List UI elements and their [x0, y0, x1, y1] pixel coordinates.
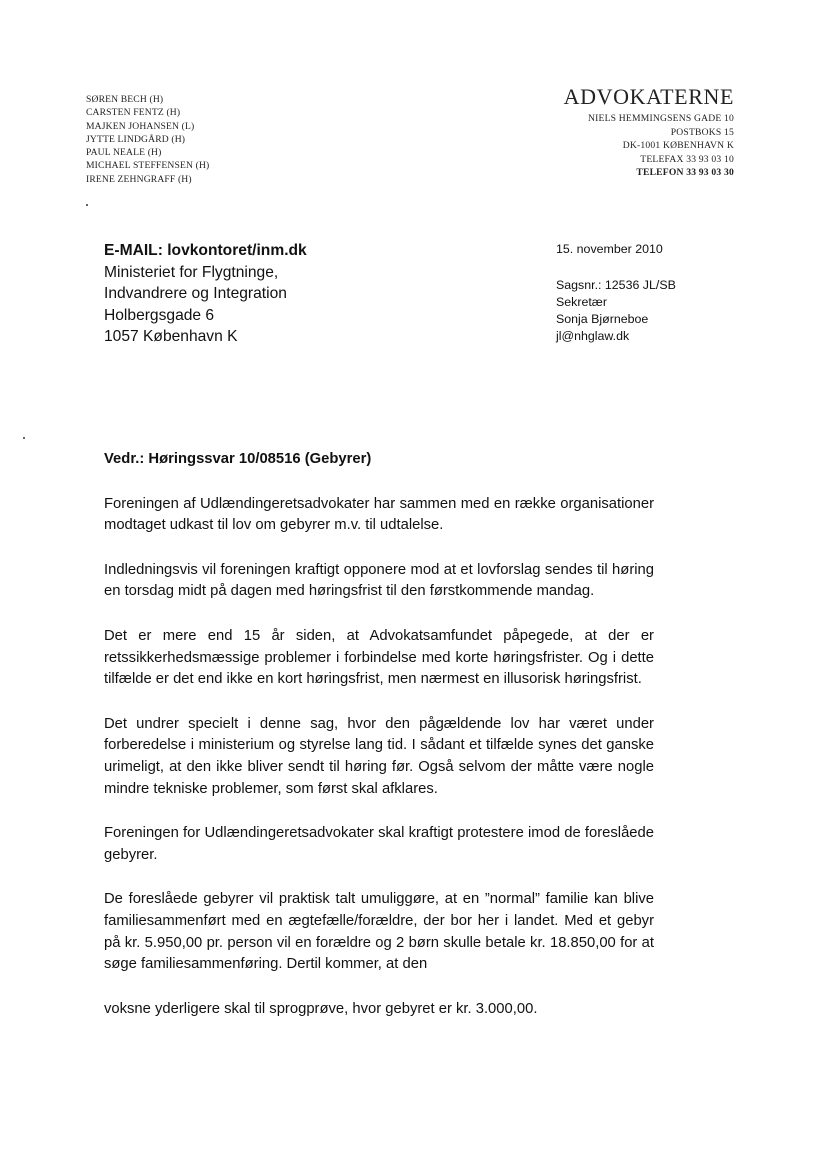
- body-paragraph: voksne yderligere skal til sprogprøve, hvor gebyret er kr. 3.000,00.: [104, 1000, 538, 1017]
- sender-role: Sekretær: [556, 295, 607, 309]
- firm-name: ADVOKATERNE: [563, 84, 734, 109]
- partner-name: CARSTEN FENTZ (H): [86, 107, 181, 119]
- sender-email: jl@nhglaw.dk: [556, 329, 630, 343]
- recipient-city: 1057 København K: [104, 328, 238, 345]
- letter-body: [104, 449, 654, 1043]
- firm-postbox: POSTBOKS 15: [670, 126, 734, 138]
- partner-name: MICHAEL STEFFENSEN (H): [86, 160, 210, 172]
- partner-list: [86, 93, 209, 186]
- partner-name: MAJKEN JOHANSEN (L): [86, 120, 195, 132]
- recipient-address: [104, 240, 307, 348]
- scan-speck: [23, 437, 25, 439]
- partner-name: JYTTE LINDGÅRD (H): [86, 133, 186, 145]
- recipient-street: Holbergsgade 6: [104, 306, 215, 324]
- recipient-line: Indvandrere og Integration: [104, 285, 287, 302]
- body-paragraph: Indledningsvis vil foreningen kraftigt opponere mod at et lovforslag sendes til høring en torsdag midt på dagen med høringsfrist til den førstkommende mandag.: [104, 561, 654, 600]
- recipient-email: E-MAIL: lovkontoret/inm.dk: [104, 242, 307, 259]
- body-paragraph: Foreningen for Udlændingeretsadvokater skal kraftigt protestere imod de foreslåede gebyrer.: [104, 825, 654, 863]
- sender-name: Sonja Bjørneboe: [556, 312, 649, 326]
- letter-subject: Vedr.: Høringssvar 10/08516 (Gebyrer): [104, 451, 372, 467]
- firm-letterhead: [564, 84, 734, 180]
- partner-name: IRENE ZEHNGRAFF (H): [86, 173, 192, 185]
- body-paragraph: Det undrer specielt i denne sag, hvor den pågældende lov har været under forberedelse i ministerium og styrelse lang tid. I sådant et tilfælde synes det ganske urimeligt, at den ikke bliver sendt til høring før. Også selvom der måtte være nogle mindre tekniske problemer, som først skal afklares.: [104, 715, 654, 797]
- firm-city: DK-1001 KØBENHAVN K: [622, 140, 734, 152]
- recipient-line: Ministeriet for Flygtninge,: [104, 263, 279, 281]
- body-paragraph: De foreslåede gebyrer vil praktisk talt umuliggøre, at en ”normal” familie kan blive familiesammenført med en ægtefælle/forældre, der bor her i landet. Med et gebyr på kr. 5.950,00 pr. person vil en forældre og 2 børn skulle betale kr. 18.850,00 for at søge familiesammenføring. Dertil kommer, at den: [104, 891, 654, 973]
- case-number: Sagsnr.: 12536 JL/SB: [556, 278, 676, 292]
- partner-name: SØREN BECH (H): [86, 94, 164, 105]
- letter-date: 15. november 2010: [556, 242, 663, 256]
- firm-fax: TELEFAX 33 93 03 10: [640, 153, 734, 165]
- body-paragraph: Det er mere end 15 år siden, at Advokatsamfundet påpegede, at der er retssikkerhedsmæssige problemer i forbindelse med korte høringsfrister. Og i dette tilfælde er det end ikke en kort høringsfrist, men nærmest en illusorisk høringsfrist.: [104, 627, 654, 688]
- scan-speck: [86, 204, 88, 206]
- letter-meta: [556, 241, 676, 345]
- firm-address: NIELS HEMMINGSENS GADE 10: [588, 113, 734, 124]
- body-paragraph: Foreningen af Udlændingeretsadvokater har sammen med en række organisationer modtaget udkast til lov om gebyrer m.v. til udtalelse.: [104, 495, 654, 534]
- partner-name: PAUL NEALE (H): [86, 147, 162, 159]
- firm-phone: TELEFON 33 93 03 30: [636, 167, 734, 179]
